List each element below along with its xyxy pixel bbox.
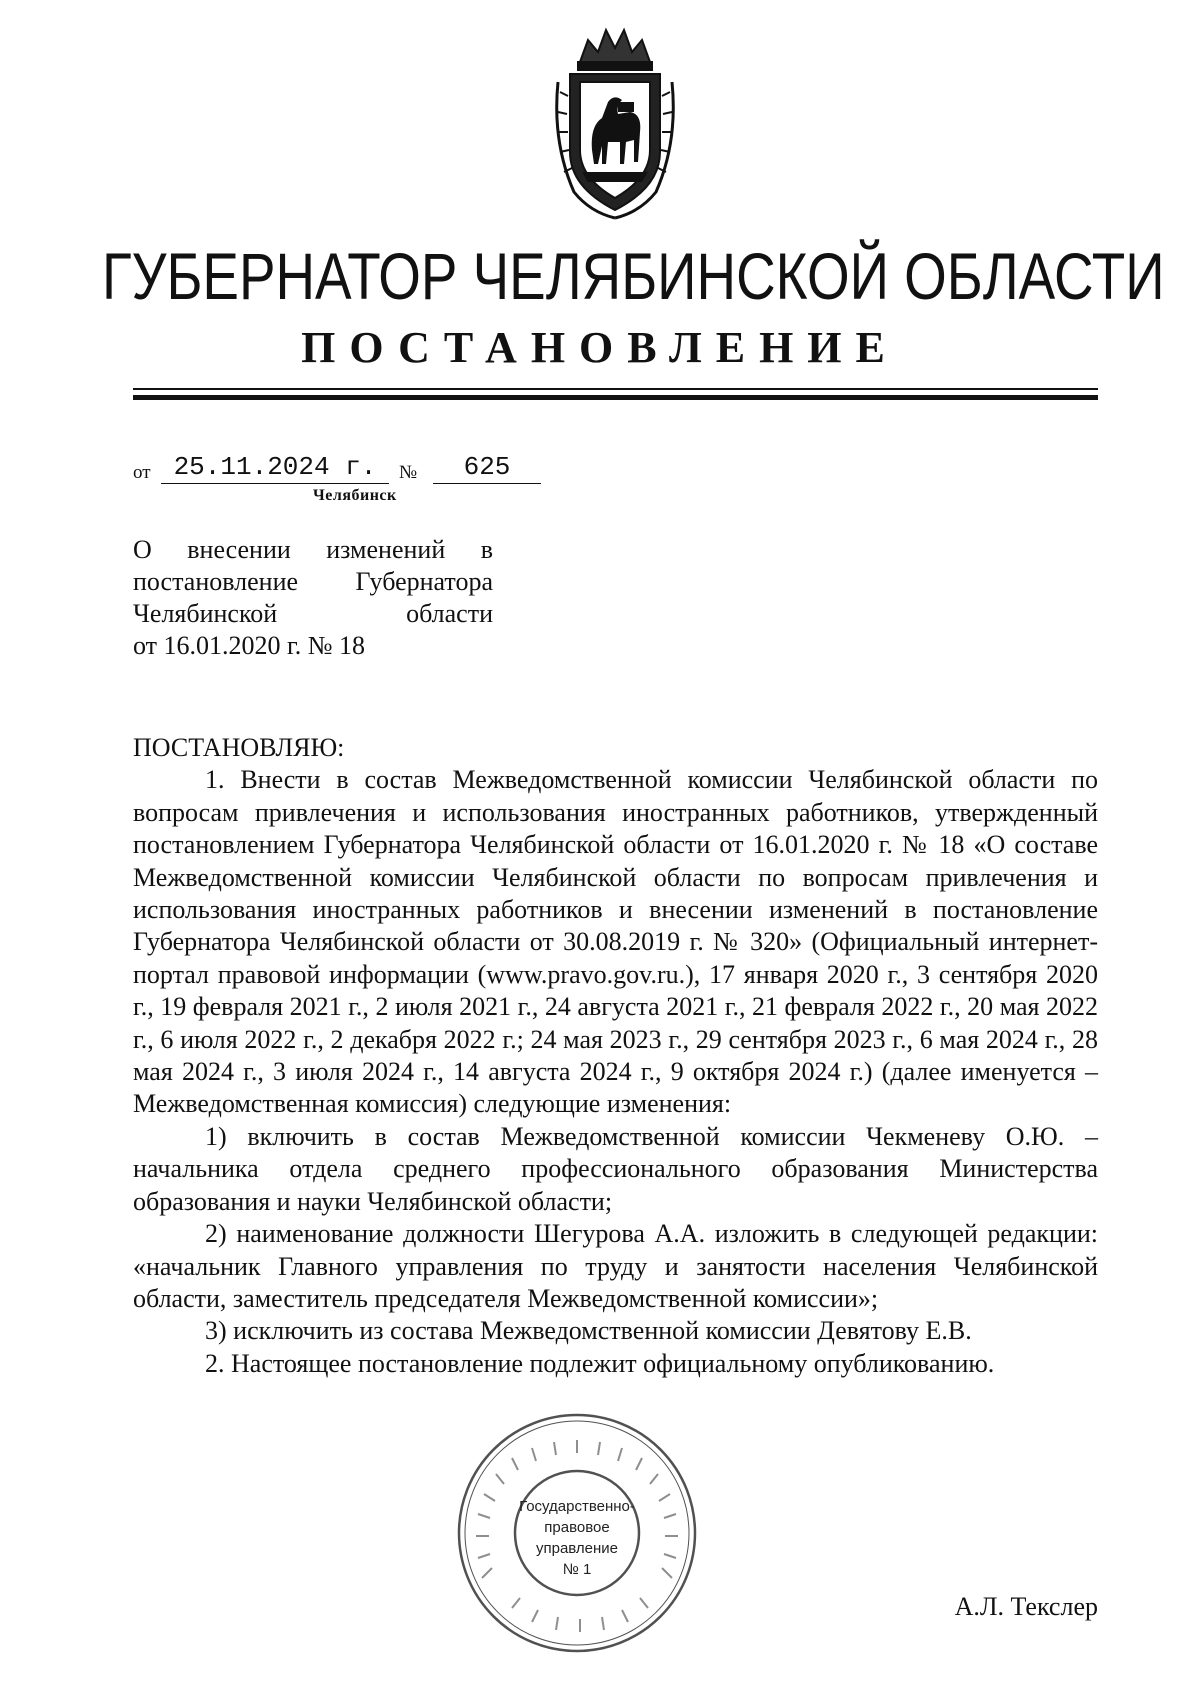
subject-line: Челябинской области (133, 599, 493, 628)
document-body (133, 732, 1098, 1380)
subject-line: от 16.01.2020 г. № 18 (133, 631, 366, 660)
date-from-label: от (133, 462, 151, 483)
issuer-title: ГУБЕРНАТОР ЧЕЛЯБИНСКОЙ ОБЛАСТИ (102, 239, 1165, 313)
document-date: 25.11.2024 г. (161, 452, 389, 484)
header-rule-thin (133, 388, 1098, 390)
seal-line: управление (535, 1540, 619, 1557)
header-rule-thick (133, 395, 1098, 400)
subject-line: постановление Губернатора (133, 567, 493, 596)
document-type: ПОСТАНОВЛЕНИЕ (301, 323, 899, 372)
subject-line: О внесении изменений в (133, 535, 493, 564)
decree-word: ПОСТАНОВЛЯЮ: (133, 733, 345, 762)
seal-line: Государственно- (519, 1498, 635, 1515)
document-subject (133, 534, 493, 662)
number-label: № (399, 462, 418, 483)
city-name: Челябинск (313, 487, 397, 504)
coat-of-arms-emblem (550, 22, 680, 222)
signatory-name: А.Л. Текслер (954, 1592, 1098, 1621)
list-item-1: 1) включить в состав Межведомственной комиссии Чекменеву О.Ю. – начальника отдела среднего профессионального образования Министерства образования и науки Челябинской области; (133, 1121, 1098, 1216)
list-item-3: 3) исключить из состава Межведомственной комиссии Девятову Е.В. (205, 1316, 972, 1346)
paragraph-1: 1. Внести в состав Межведомственной комиссии Челябинской области по вопросам привлечения и использования иностранных работников, утвержденный постановлением Губернатора Челябинской области от 16.01.2020 г. № 18 «О составе Межведомственной комиссии Челябинской области по вопросам привлечения и использования иностранных работников и внесении изменений в постановление Губернатора Челябинской области от 30.08.2019 г. № 320» (Официальный интернет-портал правовой информации (www.pravo.gov.ru.), 17 января 2020 г., 3 сентября 2020 г., 19 февраля 2021 г., 2 июля 2021 г., 24 августа 2021 г., 21 февраля 2022 г., 20 мая 2022 г., 6 июля 2022 г., 2 декабря 2022 г.; 24 мая 2023 г., 29 сентября 2023 г., 6 мая 2024 г., 28 мая 2024 г., 3 июля 2024 г., 14 августа 2024 г., 9 октября 2024 г.) (далее именуется – Межведомственная комиссия) следующие изменения: (133, 765, 1098, 1119)
seal-line: № 1 (562, 1561, 592, 1578)
paragraph-2: 2. Настоящее постановление подлежит официальному опубликованию. (205, 1348, 995, 1378)
seal-line: правовое (544, 1519, 610, 1536)
list-item-2: 2) наименование должности Шегурова А.А. изложить в следующей редакции: «начальник Главного управления по труду и занятости населения Челябинской области, заместитель председателя Межведомственной комиссии»; (133, 1219, 1098, 1313)
official-seal-stamp (452, 1408, 702, 1658)
document-number: 625 (433, 452, 541, 484)
